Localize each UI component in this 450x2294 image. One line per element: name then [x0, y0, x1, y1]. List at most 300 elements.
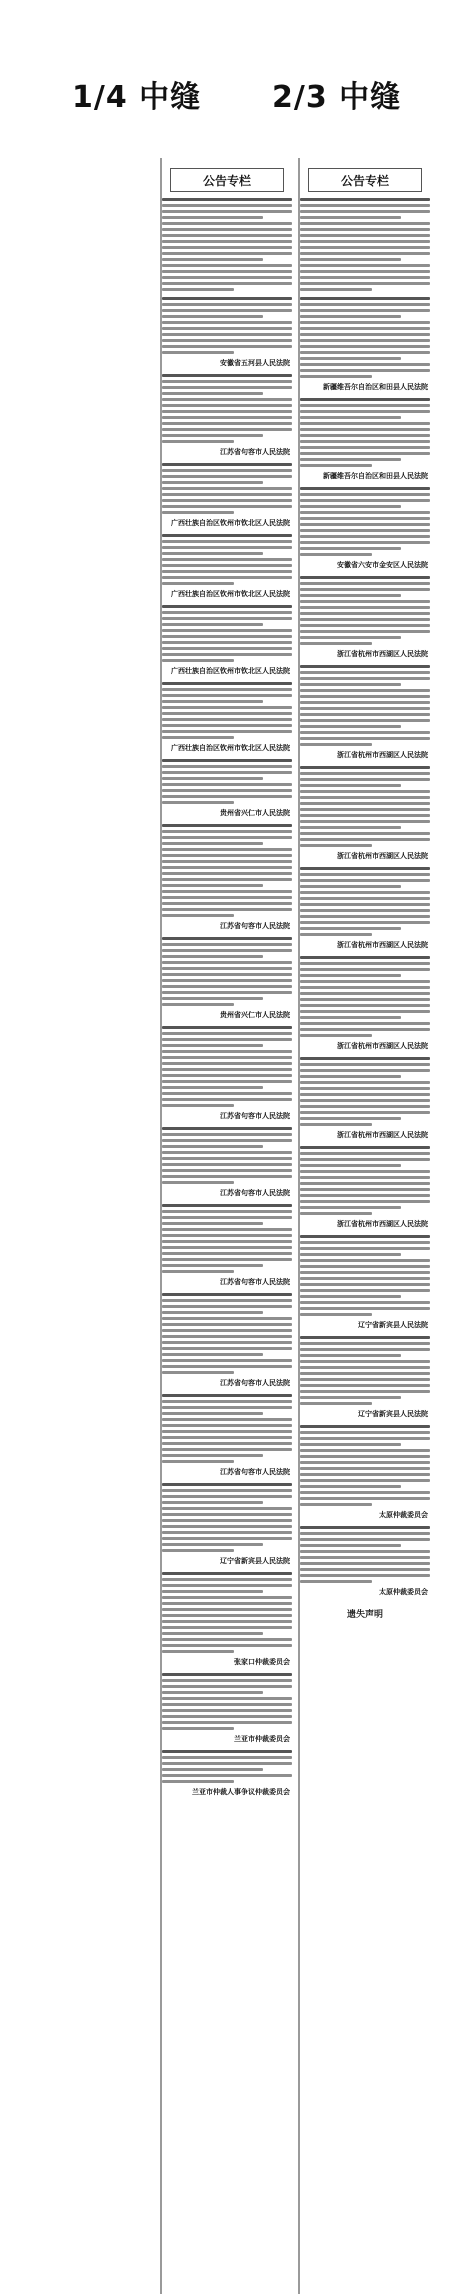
- announcement-entry: [300, 1146, 430, 1229]
- text-line: [162, 1501, 263, 1504]
- text-line: [162, 386, 292, 389]
- text-line: [162, 955, 263, 958]
- text-line: [300, 1313, 372, 1316]
- text-line: [300, 1562, 430, 1565]
- announcement-entry: [162, 374, 292, 457]
- text-line: [300, 1336, 430, 1339]
- court-signature: 辽宁省新宾县人民法院: [358, 1321, 428, 1329]
- text-line: [300, 440, 430, 443]
- text-line: [162, 1175, 292, 1178]
- text-line: [162, 682, 292, 685]
- announcement-entry: [162, 759, 292, 818]
- text-line: [300, 1253, 401, 1256]
- text-line: [300, 642, 372, 645]
- announcement-body: [162, 1127, 292, 1184]
- text-line: [162, 890, 292, 893]
- text-line: [162, 647, 292, 650]
- text-line: [162, 1329, 292, 1332]
- text-line: [300, 1390, 430, 1393]
- text-line: [162, 848, 292, 851]
- announcement-body: [162, 1483, 292, 1552]
- announcement-entry: [300, 487, 430, 570]
- text-line: [300, 1158, 430, 1161]
- text-line: [300, 333, 430, 336]
- text-line: [300, 446, 430, 449]
- text-line: [300, 665, 430, 668]
- text-line: [300, 1241, 430, 1244]
- court-signature: 辽宁省新宾县人民法院: [358, 1410, 428, 1418]
- text-line: [300, 1491, 430, 1494]
- text-line: [162, 463, 292, 466]
- text-line: [162, 1222, 263, 1225]
- text-line: [300, 410, 430, 413]
- text-line: [300, 1425, 430, 1428]
- text-line: [300, 885, 401, 888]
- text-line: [300, 1235, 430, 1238]
- text-line: [162, 1412, 263, 1415]
- text-line: [162, 1044, 263, 1047]
- announcement-body: [162, 1204, 292, 1273]
- text-line: [162, 854, 292, 857]
- text-line: [300, 1028, 430, 1031]
- text-line: [300, 814, 430, 817]
- text-line: [300, 974, 401, 977]
- announcement-entry: [300, 1235, 430, 1330]
- text-line: [162, 228, 292, 231]
- announcement-entry: [162, 682, 292, 753]
- court-signature: 浙江省杭州市西湖区人民法院: [337, 1042, 428, 1050]
- text-line: [162, 1780, 234, 1783]
- text-line: [300, 553, 372, 556]
- text-line: [300, 1111, 430, 1114]
- text-line: [300, 1307, 430, 1310]
- court-signature: 江苏省句容市人民法院: [220, 1278, 290, 1286]
- text-line: [162, 1068, 292, 1071]
- text-line: [300, 1580, 372, 1583]
- text-line: [162, 1572, 292, 1575]
- text-line: [162, 1513, 292, 1516]
- text-line: [162, 1590, 263, 1593]
- announcement-entry: [162, 463, 292, 528]
- announcement-body: [162, 463, 292, 514]
- text-line: [162, 1632, 263, 1635]
- text-line: [162, 1098, 292, 1101]
- text-line: [162, 1359, 292, 1362]
- text-line: [300, 1206, 401, 1209]
- text-line: [300, 1081, 430, 1084]
- text-line: [162, 327, 292, 330]
- text-line: [300, 1366, 430, 1369]
- text-line: [162, 1305, 292, 1308]
- text-line: [162, 1323, 292, 1326]
- text-line: [162, 475, 292, 478]
- announcement-body: [162, 374, 292, 443]
- text-line: [162, 1507, 292, 1510]
- text-line: [300, 826, 401, 829]
- text-line: [162, 392, 263, 395]
- announcement-body: [162, 1293, 292, 1374]
- text-line: [162, 611, 292, 614]
- text-line: [162, 902, 292, 905]
- text-line: [162, 210, 292, 213]
- text-line: [162, 422, 292, 425]
- text-line: [162, 1584, 292, 1587]
- text-line: [300, 1497, 430, 1500]
- text-line: [162, 493, 292, 496]
- text-line: [162, 1442, 292, 1445]
- text-line: [162, 724, 292, 727]
- text-line: [162, 1228, 292, 1231]
- text-line: [300, 838, 430, 841]
- text-line: [300, 576, 430, 579]
- text-line: [162, 398, 292, 401]
- text-line: [300, 1152, 430, 1155]
- announcement-body: [162, 682, 292, 739]
- text-line: [300, 228, 430, 231]
- text-line: [162, 1460, 234, 1463]
- announcement-entry: [300, 956, 430, 1051]
- text-line: [162, 1216, 292, 1219]
- announcement-body: [162, 937, 292, 1006]
- text-line: [162, 1181, 234, 1184]
- text-line: [162, 1537, 292, 1540]
- text-line: [300, 707, 430, 710]
- text-line: [300, 1087, 430, 1090]
- text-line: [300, 1431, 430, 1434]
- text-line: [300, 802, 430, 805]
- announcement-body: [162, 1572, 292, 1653]
- text-line: [162, 1626, 292, 1629]
- text-line: [300, 1384, 430, 1387]
- text-line: [300, 1022, 430, 1025]
- announcement-body: [162, 759, 292, 804]
- announcement-body: [300, 297, 430, 378]
- text-line: [162, 1080, 292, 1083]
- text-line: [162, 979, 292, 982]
- text-line: [162, 1608, 292, 1611]
- court-signature: 广西壮族自治区钦州市钦北区人民法院: [171, 667, 290, 675]
- text-line: [162, 842, 263, 845]
- announcement-body: [300, 956, 430, 1037]
- text-line: [162, 1489, 292, 1492]
- text-line: [162, 1602, 292, 1605]
- announcement-column-1: [160, 162, 294, 1803]
- text-line: [162, 1454, 263, 1457]
- court-signature: 兰亚市仲裁人事争议仲裁委员会: [192, 1788, 290, 1796]
- text-line: [300, 1455, 430, 1458]
- text-line: [162, 1347, 292, 1350]
- text-line: [300, 689, 430, 692]
- announcement-body: [162, 1026, 292, 1107]
- text-line: [300, 986, 430, 989]
- text-line: [300, 630, 430, 633]
- text-line: [300, 264, 430, 267]
- text-line: [300, 671, 430, 674]
- text-line: [162, 410, 292, 413]
- text-line: [162, 204, 292, 207]
- text-line: [162, 1311, 263, 1314]
- text-line: [162, 1038, 292, 1041]
- text-line: [300, 820, 430, 823]
- text-line: [162, 884, 263, 887]
- text-line: [300, 1016, 401, 1019]
- text-line: [300, 1212, 372, 1215]
- text-line: [300, 1443, 401, 1446]
- text-line: [162, 1252, 292, 1255]
- text-line: [300, 1532, 430, 1535]
- text-line: [300, 345, 430, 348]
- text-line: [162, 659, 234, 662]
- text-line: [300, 404, 430, 407]
- text-line: [300, 505, 401, 508]
- text-line: [162, 1685, 292, 1688]
- text-line: [162, 712, 292, 715]
- text-line: [300, 1473, 430, 1476]
- text-line: [300, 458, 401, 461]
- text-line: [300, 499, 430, 502]
- text-line: [162, 505, 292, 508]
- text-line: [162, 1074, 292, 1077]
- text-line: [300, 1194, 430, 1197]
- text-line: [162, 1578, 292, 1581]
- text-line: [300, 600, 430, 603]
- text-line: [162, 896, 292, 899]
- text-line: [162, 985, 292, 988]
- text-line: [162, 511, 234, 514]
- text-line: [300, 1069, 430, 1072]
- right-gutter-title: 2/3 中缝: [272, 80, 402, 115]
- text-line: [162, 1424, 292, 1427]
- announcement-entry: [162, 1750, 292, 1797]
- text-line: [162, 1086, 263, 1089]
- text-line: [300, 282, 430, 285]
- text-line: [162, 1673, 292, 1676]
- text-line: [300, 695, 430, 698]
- text-line: [300, 766, 430, 769]
- text-line: [300, 1146, 430, 1149]
- text-line: [162, 258, 263, 261]
- text-line: [162, 759, 292, 762]
- text-line: [162, 967, 292, 970]
- text-line: [162, 1709, 292, 1712]
- text-line: [300, 1271, 430, 1274]
- text-line: [162, 973, 292, 976]
- text-line: [162, 1139, 292, 1142]
- text-line: [162, 1003, 234, 1006]
- announcement-body: [300, 1235, 430, 1316]
- text-line: [162, 961, 292, 964]
- text-line: [300, 452, 430, 455]
- text-line: [300, 588, 430, 591]
- text-line: [300, 258, 401, 261]
- announcement-entry: [300, 576, 430, 659]
- announcement-entry: [162, 937, 292, 1020]
- text-line: [162, 1596, 292, 1599]
- text-line: [162, 351, 234, 354]
- court-signature: 安徽省五河县人民法院: [220, 359, 290, 367]
- text-line: [300, 398, 430, 401]
- text-line: [162, 416, 292, 419]
- text-line: [162, 222, 292, 225]
- text-line: [300, 288, 372, 291]
- text-line: [300, 1360, 430, 1363]
- text-line: [162, 830, 292, 833]
- text-line: [162, 1056, 292, 1059]
- text-line: [300, 737, 430, 740]
- text-line: [300, 867, 430, 870]
- text-line: [300, 339, 430, 342]
- text-line: [300, 487, 430, 490]
- text-line: [300, 1538, 430, 1541]
- announcement-entry: [300, 1057, 430, 1140]
- text-line: [300, 1485, 401, 1488]
- announcement-entry: [300, 665, 430, 760]
- text-line: [162, 617, 292, 620]
- text-line: [300, 1265, 430, 1268]
- text-line: [300, 1342, 430, 1345]
- text-line: [300, 1182, 430, 1185]
- text-line: [162, 297, 292, 300]
- text-line: [300, 1176, 430, 1179]
- text-line: [162, 706, 292, 709]
- column-header: 公告专栏: [170, 168, 284, 192]
- text-line: [162, 1727, 234, 1730]
- court-signature: 江苏省句容市人民法院: [220, 922, 290, 930]
- text-line: [300, 1544, 401, 1547]
- text-line: [162, 1151, 292, 1154]
- text-line: [300, 357, 401, 360]
- text-line: [162, 499, 292, 502]
- text-line: [300, 594, 401, 597]
- announcement-body: [162, 1673, 292, 1730]
- text-line: [162, 345, 292, 348]
- text-line: [162, 1644, 292, 1647]
- court-signature: 辽宁省新宾县人民法院: [220, 1557, 290, 1565]
- text-line: [300, 1259, 430, 1262]
- text-line: [300, 1568, 430, 1571]
- text-line: [300, 624, 430, 627]
- text-line: [162, 570, 292, 573]
- text-line: [162, 1026, 292, 1029]
- column-header: 公告专栏: [308, 168, 422, 192]
- text-line: [162, 700, 263, 703]
- text-line: [300, 321, 430, 324]
- court-signature: 广西壮族自治区钦州市钦北区人民法院: [171, 590, 290, 598]
- text-line: [300, 1105, 430, 1108]
- announcement-body: [162, 1750, 292, 1783]
- text-line: [300, 1354, 401, 1357]
- announcement-entry: [300, 1336, 430, 1419]
- text-line: [162, 795, 292, 798]
- text-line: [162, 270, 292, 273]
- text-line: [162, 1531, 292, 1534]
- text-line: [300, 369, 430, 372]
- court-signature: 江苏省句容市人民法院: [220, 1189, 290, 1197]
- text-line: [300, 1093, 430, 1096]
- text-line: [162, 1169, 292, 1172]
- text-line: [162, 1406, 292, 1409]
- text-line: [300, 1556, 430, 1559]
- text-line: [162, 558, 292, 561]
- text-line: [300, 915, 430, 918]
- text-line: [162, 1543, 263, 1546]
- text-line: [162, 991, 292, 994]
- text-line: [162, 276, 292, 279]
- text-line: [300, 1075, 401, 1078]
- text-line: [300, 464, 372, 467]
- text-line: [300, 796, 430, 799]
- text-line: [162, 653, 292, 656]
- text-line: [162, 1264, 263, 1267]
- text-line: [300, 725, 401, 728]
- court-signature: 贵州省兴仁市人民法院: [220, 1011, 290, 1019]
- text-line: [162, 1483, 292, 1486]
- text-line: [300, 903, 430, 906]
- announcement-entry: [300, 398, 430, 481]
- announcement-body: [300, 1146, 430, 1215]
- text-line: [300, 1057, 430, 1060]
- text-line: [300, 216, 401, 219]
- text-line: [300, 636, 401, 639]
- announcement-list: [162, 198, 292, 1797]
- text-line: [300, 1200, 430, 1203]
- text-line: [300, 309, 430, 312]
- text-line: [162, 730, 292, 733]
- text-line: [162, 333, 292, 336]
- announcement-entry: [162, 1026, 292, 1121]
- text-line: [300, 980, 430, 983]
- text-line: [300, 701, 430, 704]
- text-line: [162, 1715, 292, 1718]
- text-line: [300, 731, 430, 734]
- announcement-entry: [300, 766, 430, 861]
- text-line: [300, 511, 430, 514]
- text-line: [300, 790, 430, 793]
- court-signature: 江苏省句容市人民法院: [220, 1468, 290, 1476]
- text-line: [300, 606, 430, 609]
- announcement-entry: [162, 534, 292, 599]
- announcement-body: [300, 576, 430, 645]
- text-line: [162, 1691, 263, 1694]
- text-line: [300, 1289, 430, 1292]
- text-line: [300, 1010, 430, 1013]
- text-line: [162, 736, 234, 739]
- text-line: [162, 288, 234, 291]
- text-line: [162, 765, 292, 768]
- text-line: [162, 943, 292, 946]
- announcement-entry: [162, 1572, 292, 1667]
- text-line: [162, 1341, 292, 1344]
- text-line: [300, 1164, 401, 1167]
- text-line: [162, 1519, 292, 1522]
- text-line: [162, 1335, 292, 1338]
- text-line: [162, 878, 292, 881]
- announcement-entry: [300, 1526, 430, 1597]
- court-signature: 浙江省杭州市西湖区人民法院: [337, 650, 428, 658]
- text-line: [162, 1525, 292, 1528]
- text-line: [300, 778, 430, 781]
- announcement-entry: [162, 198, 292, 291]
- text-line: [300, 1526, 430, 1529]
- text-line: [300, 713, 430, 716]
- text-line: [300, 743, 372, 746]
- text-line: [162, 1127, 292, 1130]
- text-line: [162, 1750, 292, 1753]
- text-line: [162, 404, 292, 407]
- court-signature: 浙江省杭州市西湖区人民法院: [337, 1220, 428, 1228]
- page-header: [0, 0, 450, 160]
- text-line: [300, 1402, 372, 1405]
